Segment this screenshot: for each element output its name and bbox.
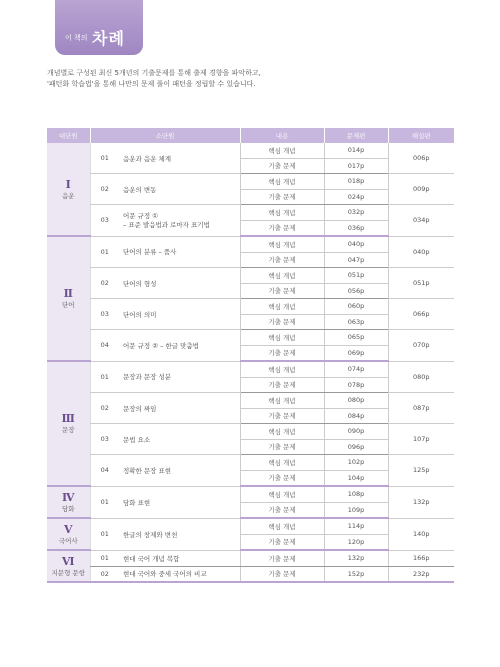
problem-page: 032p xyxy=(324,205,388,221)
minor-unit-topic xyxy=(119,268,240,299)
content-type: 핵심 개념 xyxy=(240,330,324,346)
table-row xyxy=(47,424,454,440)
content-type: 기출 문제 xyxy=(240,345,324,361)
topic-line: 한글의 창제와 변천 xyxy=(123,530,178,539)
minor-unit-number: 01 xyxy=(90,486,119,518)
answer-page: 087p xyxy=(388,393,454,424)
unit-name: 단어 xyxy=(61,301,75,309)
header-answer-page: 해설편 xyxy=(388,128,454,143)
table-row xyxy=(47,518,454,534)
content-type: 기출 문제 xyxy=(240,550,324,566)
problem-page: 152p xyxy=(324,566,388,582)
minor-unit-number: 01 xyxy=(90,143,119,174)
content-type: 핵심 개념 xyxy=(240,424,324,440)
toc-table xyxy=(47,128,454,583)
problem-page: 056p xyxy=(324,283,388,299)
content-type: 핵심 개념 xyxy=(240,455,324,471)
problem-page: 120p xyxy=(324,534,388,550)
major-unit-cell xyxy=(47,550,90,582)
minor-unit-topic xyxy=(119,566,240,582)
topic-line: – 표준 발음법과 로마자 표기법 xyxy=(123,221,210,230)
unit-numeral: Ⅳ xyxy=(62,490,75,504)
title-sub: 이 책의 xyxy=(65,34,88,42)
minor-unit-topic xyxy=(119,205,240,237)
unit-name: 담화 xyxy=(61,504,75,513)
topic-line: 현대 국어와 중세 국어의 비교 xyxy=(123,570,207,579)
minor-unit-number: 02 xyxy=(90,174,119,205)
content-type: 기출 문제 xyxy=(240,470,324,486)
topic-line: 음운의 변동 xyxy=(123,185,157,194)
answer-page: 107p xyxy=(388,424,454,455)
content-type: 기출 문제 xyxy=(240,158,324,174)
minor-unit-number: 01 xyxy=(90,550,119,566)
major-unit-cell xyxy=(47,143,90,236)
minor-unit-number: 01 xyxy=(90,518,119,550)
minor-unit-number: 02 xyxy=(90,268,119,299)
minor-unit-number: 04 xyxy=(90,330,119,362)
content-type: 핵심 개념 xyxy=(240,486,324,502)
header-minor-unit: 소단원 xyxy=(90,128,240,143)
intro-line: 개념별로 구성된 최신 5개년의 기출문제를 통해 출제 경향을 파악하고, xyxy=(47,69,261,77)
unit-name: 국어사 xyxy=(58,536,78,545)
intro-line: '패턴화 학습법'을 통해 나만의 문제 풀이 패턴을 정립할 수 있습니다. xyxy=(47,80,256,88)
topic-line: 문법 요소 xyxy=(123,435,151,444)
table-row xyxy=(47,455,454,471)
unit-numeral: Ⅰ xyxy=(65,177,71,191)
table-row xyxy=(47,268,454,284)
answer-page: 232p xyxy=(388,566,454,582)
content-type: 기출 문제 xyxy=(240,189,324,205)
table-row xyxy=(47,143,454,158)
unit-numeral: Ⅵ xyxy=(61,554,75,568)
topic-line: 단어의 형성 xyxy=(123,279,157,288)
problem-page: 078p xyxy=(324,377,388,393)
topic-line: 현대 국어 개념 복합 xyxy=(123,554,180,563)
problem-page: 114p xyxy=(324,518,388,534)
minor-unit-topic xyxy=(119,393,240,424)
unit-numeral: Ⅲ xyxy=(61,412,75,425)
problem-page: 109p xyxy=(324,502,388,518)
problem-page: 132p xyxy=(324,550,388,566)
problem-page: 096p xyxy=(324,439,388,455)
toc-body xyxy=(47,143,454,582)
table-row xyxy=(47,205,454,221)
minor-unit-topic xyxy=(119,518,240,550)
unit-name: 음운 xyxy=(61,191,75,200)
table-row xyxy=(47,174,454,190)
minor-unit-topic xyxy=(119,361,240,393)
minor-unit-topic xyxy=(119,330,240,362)
major-unit-cell xyxy=(47,236,90,361)
minor-unit-topic xyxy=(119,486,240,518)
answer-page: 070p xyxy=(388,330,454,362)
answer-page: 166p xyxy=(388,550,454,566)
answer-page: 051p xyxy=(388,268,454,299)
problem-page: 014p xyxy=(324,143,388,158)
unit-numeral: Ⅱ xyxy=(63,287,73,300)
content-type: 기출 문제 xyxy=(240,377,324,393)
topic-line: 단어의 분류 – 품사 xyxy=(123,248,177,257)
problem-page: 018p xyxy=(324,174,388,190)
minor-unit-topic xyxy=(119,174,240,205)
table-row xyxy=(47,236,454,252)
content-type: 핵심 개념 xyxy=(240,205,324,221)
problem-page: 102p xyxy=(324,455,388,471)
content-type: 핵심 개념 xyxy=(240,143,324,158)
minor-unit-number: 03 xyxy=(90,205,119,237)
answer-page: 140p xyxy=(388,518,454,550)
topic-line: 어문 규정 ② – 한글 맞춤법 xyxy=(123,341,199,350)
content-type: 기출 문제 xyxy=(240,220,324,236)
problem-page: 047p xyxy=(324,252,388,268)
unit-name: 문장 xyxy=(61,426,75,434)
content-type: 기출 문제 xyxy=(240,283,324,299)
major-unit-cell xyxy=(47,486,90,518)
table-header-row xyxy=(47,128,454,143)
problem-page: 051p xyxy=(324,268,388,284)
minor-unit-number: 01 xyxy=(90,236,119,268)
table-row xyxy=(47,299,454,315)
topic-line: 문장과 문장 성분 xyxy=(123,373,172,382)
topic-line: 담화 표현 xyxy=(123,498,151,507)
minor-unit-topic xyxy=(119,455,240,487)
problem-page: 069p xyxy=(324,345,388,361)
topic-line: 정확한 문장 표현 xyxy=(123,466,172,475)
problem-page: 090p xyxy=(324,424,388,440)
content-type: 핵심 개념 xyxy=(240,361,324,377)
topic-line: 단어의 의미 xyxy=(123,310,157,319)
problem-page: 084p xyxy=(324,408,388,424)
minor-unit-topic xyxy=(119,236,240,268)
table-row xyxy=(47,330,454,346)
content-type: 핵심 개념 xyxy=(240,268,324,284)
content-type: 기출 문제 xyxy=(240,439,324,455)
answer-page: 080p xyxy=(388,361,454,393)
header-major-unit: 대단원 xyxy=(47,128,90,143)
content-type: 핵심 개념 xyxy=(240,299,324,315)
title-tab xyxy=(55,0,143,55)
content-type: 기출 문제 xyxy=(240,502,324,518)
content-type: 기출 문제 xyxy=(240,534,324,550)
table-row xyxy=(47,486,454,502)
minor-unit-topic xyxy=(119,424,240,455)
content-type: 핵심 개념 xyxy=(240,174,324,190)
header-problem-page: 문제편 xyxy=(324,128,388,143)
minor-unit-number: 04 xyxy=(90,455,119,487)
content-type: 기출 문제 xyxy=(240,408,324,424)
content-type: 핵심 개념 xyxy=(240,236,324,252)
topic-line: 어문 규정 ① xyxy=(123,212,159,221)
unit-name: 지문형 문항 xyxy=(51,568,85,577)
problem-page: 040p xyxy=(324,236,388,252)
minor-unit-number: 02 xyxy=(90,566,119,582)
unit-numeral: Ⅴ xyxy=(63,522,73,536)
problem-page: 060p xyxy=(324,299,388,315)
major-unit-cell xyxy=(47,518,90,550)
problem-page: 024p xyxy=(324,189,388,205)
minor-unit-topic xyxy=(119,143,240,174)
content-type: 기출 문제 xyxy=(240,252,324,268)
table-row xyxy=(47,550,454,566)
table-row xyxy=(47,361,454,377)
minor-unit-number: 01 xyxy=(90,361,119,393)
answer-page: 066p xyxy=(388,299,454,330)
minor-unit-number: 03 xyxy=(90,424,119,455)
problem-page: 104p xyxy=(324,470,388,486)
problem-page: 065p xyxy=(324,330,388,346)
header-content: 내용 xyxy=(240,128,324,143)
minor-unit-number: 02 xyxy=(90,393,119,424)
problem-page: 080p xyxy=(324,393,388,409)
problem-page: 108p xyxy=(324,486,388,502)
problem-page: 017p xyxy=(324,158,388,174)
problem-page: 036p xyxy=(324,220,388,236)
problem-page: 074p xyxy=(324,361,388,377)
answer-page: 034p xyxy=(388,205,454,237)
minor-unit-number: 03 xyxy=(90,299,119,330)
content-type: 핵심 개념 xyxy=(240,518,324,534)
answer-page: 132p xyxy=(388,486,454,518)
answer-page: 009p xyxy=(388,174,454,205)
intro-text xyxy=(47,68,261,90)
problem-page: 063p xyxy=(324,314,388,330)
content-type: 기출 문제 xyxy=(240,314,324,330)
topic-line: 음운과 음운 체계 xyxy=(123,154,172,163)
content-type: 핵심 개념 xyxy=(240,393,324,409)
minor-unit-topic xyxy=(119,550,240,566)
answer-page: 040p xyxy=(388,236,454,268)
answer-page: 006p xyxy=(388,143,454,174)
table-row xyxy=(47,393,454,409)
table-row xyxy=(47,566,454,582)
topic-line: 문장의 짜임 xyxy=(123,404,157,413)
minor-unit-topic xyxy=(119,299,240,330)
page-title: 차례 xyxy=(92,29,125,48)
answer-page: 125p xyxy=(388,455,454,487)
major-unit-cell xyxy=(47,361,90,486)
content-type: 기출 문제 xyxy=(240,566,324,582)
